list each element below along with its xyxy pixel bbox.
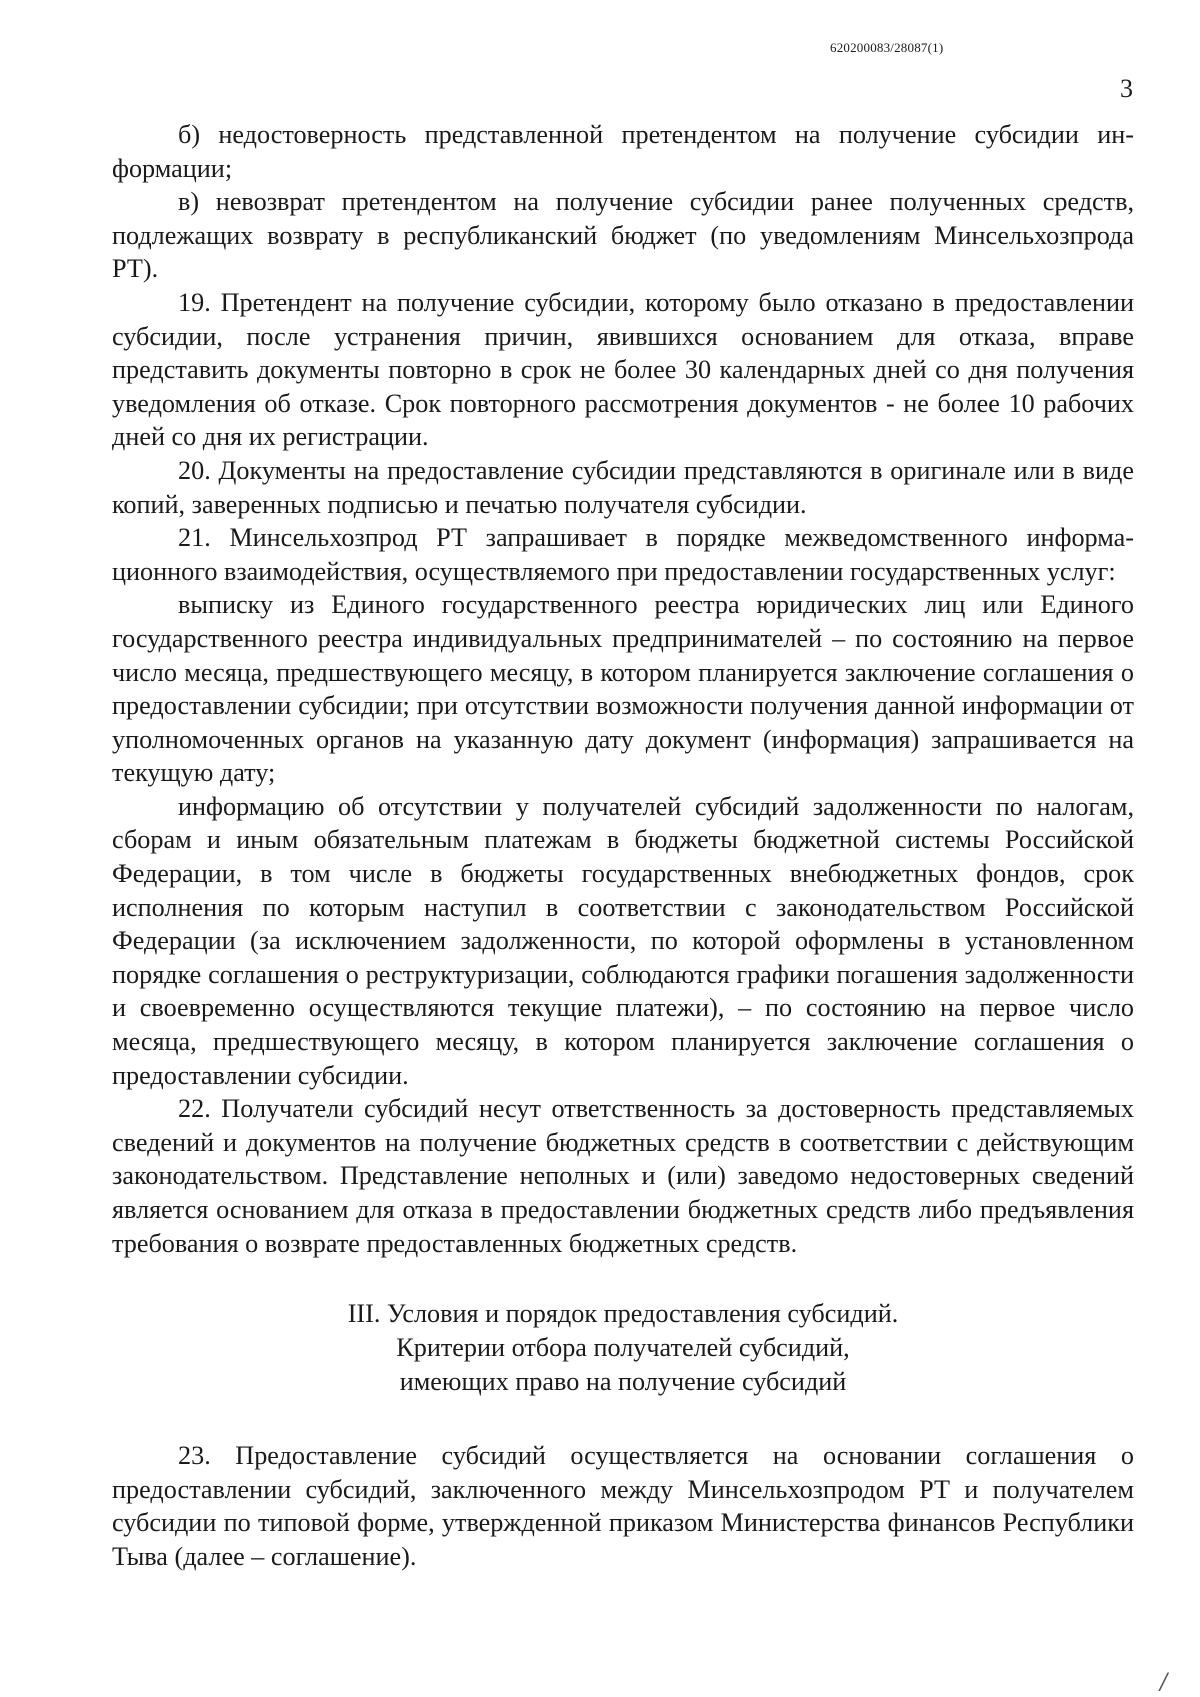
section-heading [112, 1297, 1134, 1399]
paragraph-19: 19. Претендент на получение субсидии, которому было отказано в предоставлении субсидии, после устранения причин, явившихся основанием для отказа, вправе представить документы повторно в срок не более 30 календарных дней со дня получения уведомления об отказе. Срок повторного рассмотрения документов - не более 10 рабочих дней со дня их регистрации. [112, 287, 1134, 452]
page-number: 3 [1120, 74, 1133, 103]
paragraph-21-tax-debt-info: информацию об отсутствии у получателей субсидий задолженности по налогам, сборам и иным обязательным платежам в бюджеты бюджетной системы Российской Федерации, в том числе в бюджеты государственных внебюджетных фондов, срок исполнения по которым наступил в соответствии с законодательством Российской Федерации (за исключением задолженности, по которой оформлены в установленном порядке соглашения о реструктуризации, соблюдаются графики погашения задолженности и своевременно осуществляются текущие платежи), – по состоянию на первое число месяца, предшествующего месяцу, в котором планируется заключение соглашения о предоставлении субсидии. [112, 791, 1134, 1090]
document-id: 620200083/28087(1) [830, 40, 944, 55]
paragraph-21-registry-extract: выписку из Единого государственного реестра юридических лиц или Единого государственного реестра индивидуальных предпринимателей – по состоянию на первое число месяца, предшествующего месяцу, в котором планируется заключение соглашения о предоставлении субсидии; при отсутствии возможности получения данной информации от уполномоченных органов на указанную дату документ (информация) запрашивается на текущую дату; [112, 590, 1134, 788]
paragraph-23: 23. Предоставление субсидий осуществляется на основании соглашения о предоставлении субсидий, заключенного между Минсельхозпродом РТ и получателем субсидии по типовой форме, утвержденной приказом Министерства финансов Республики Тыва (далее – соглашение). [112, 1441, 1134, 1571]
paragraph-20: 20. Документы на предоставление субсидии представляются в оригинале или в виде копий, заверенных подписью и печатью получателя субсидии. [112, 455, 1134, 519]
section-heading-line-3: имеющих право на получение субсидий [399, 1367, 847, 1397]
paragraph-item-b: б) недостоверность представленной претендентом на получение субсидии информации; [112, 120, 1134, 183]
section-heading-line-1: III. Условия и порядок предоставления субсидий. [347, 1299, 899, 1329]
paragraph-21: 21. Минсельхозпрод РТ запрашивает в порядке межведомственного информационного взаимодействия, осуществляемого при предоставлении государственных услуг: [112, 523, 1134, 586]
document-body [112, 118, 1134, 1574]
handwritten-mark: / [1160, 1670, 1168, 1695]
paragraph-22: 22. Получатели субсидий несут ответственность за достоверность представляемых сведений и документов на получение бюджетных средств в соответствии с действующим законодательством. Представление неполных и (или) заведомо недостоверных сведений является основанием для отказа в предоставлении бюджетных средств либо предъявления требования о возврате предоставленных бюджетных средств. [112, 1094, 1134, 1258]
paragraph-item-v: в) невозврат претендентом на получение субсидии ранее полученных средств, подлежащих возврату в республиканский бюджет (по уведомлениям Минсельхозпрода РТ). [112, 187, 1134, 284]
section-heading-line-2: Критерии отбора получателей субсидий, [396, 1333, 850, 1363]
